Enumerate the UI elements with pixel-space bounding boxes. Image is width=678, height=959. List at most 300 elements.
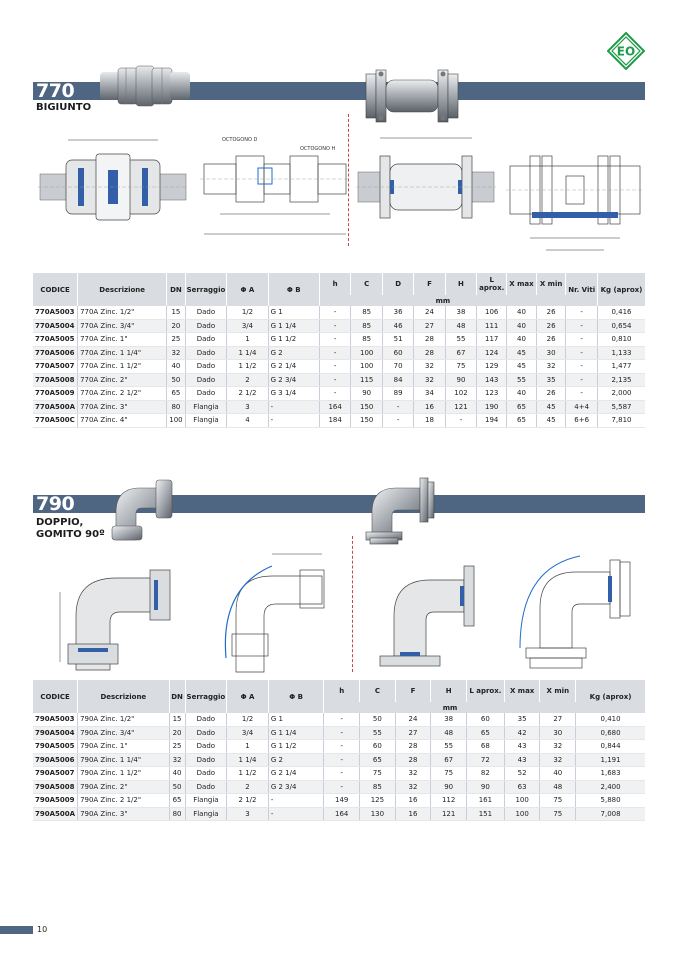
table-cell: 100 — [504, 794, 540, 808]
table-cell: 124 — [477, 346, 507, 360]
table-cell: - — [566, 346, 598, 360]
table-cell: 2,400 — [576, 780, 645, 794]
col-header: F — [414, 273, 445, 295]
elbow-photo — [106, 474, 178, 542]
table-cell: 32 — [167, 346, 185, 360]
unit-header: mm — [324, 702, 576, 713]
table-cell: 20 — [167, 319, 185, 333]
table-cell: 102 — [445, 387, 477, 401]
table-cell: 80 — [167, 400, 185, 414]
col-header: L aprox. — [477, 273, 507, 295]
table-cell: 50 — [360, 713, 396, 726]
col-header: DN — [167, 273, 185, 306]
col-header: h — [324, 680, 360, 702]
table-cell: 75 — [431, 767, 467, 781]
table-cell: 790A Zinc. 2 1/2" — [78, 794, 170, 808]
product-code: 790A5007 — [33, 767, 78, 781]
table-cell: 75 — [540, 794, 576, 808]
col-header: CODICE — [33, 680, 78, 713]
table-cell: - — [566, 319, 598, 333]
table-cell: G 1 1/2 — [268, 333, 319, 347]
table-row — [33, 400, 645, 414]
col-header: Φ A — [227, 680, 269, 713]
octagon-d-label: OCTOGONO D — [222, 137, 258, 143]
table-cell: 6+6 — [566, 414, 598, 428]
table-cell: 790A Zinc. 1" — [78, 740, 170, 754]
product-code: 770A500A — [33, 400, 78, 414]
col-header: X min — [540, 680, 576, 702]
bigiunto-flanged-photo — [360, 64, 464, 128]
table-cell: 60 — [466, 713, 504, 726]
svg-text:EO: EO — [616, 44, 636, 59]
table-cell: 27 — [540, 713, 576, 726]
table-cell: 30 — [536, 346, 566, 360]
table-cell: - — [566, 387, 598, 401]
table-cell: 4 — [227, 414, 268, 428]
table-cell: - — [268, 807, 324, 821]
product-code: 790A5004 — [33, 726, 78, 740]
table-cell: - — [382, 400, 413, 414]
table-cell: 28 — [395, 753, 431, 767]
table-cell: 115 — [351, 373, 383, 387]
table-cell: 40 — [540, 767, 576, 781]
table-cell: 112 — [431, 794, 467, 808]
page-number: 10 — [37, 925, 48, 934]
table-row — [33, 373, 645, 387]
table-cell: 20 — [169, 726, 185, 740]
table-cell: 35 — [536, 373, 566, 387]
table-cell: 55 — [431, 740, 467, 754]
table-row — [33, 319, 645, 333]
table-cell: 25 — [167, 333, 185, 347]
table-cell: 65 — [167, 387, 185, 401]
table-cell: 1 1/4 — [227, 753, 269, 767]
table-cell: 770A Zinc. 2 1/2" — [78, 387, 167, 401]
section-790-subtitle-line1: DOPPIO, — [36, 517, 84, 528]
table-cell: 0,680 — [576, 726, 645, 740]
table-cell: 32 — [414, 360, 445, 374]
table-cell: 121 — [431, 807, 467, 821]
table-cell: 164 — [324, 807, 360, 821]
table-cell: - — [319, 319, 351, 333]
table-cell: 67 — [445, 346, 477, 360]
table-cell: 7,810 — [597, 414, 645, 428]
table-cell: 164 — [319, 400, 351, 414]
table-cell: 15 — [167, 306, 185, 319]
bigiunto-flanged-section-drawing — [356, 130, 496, 242]
table-row — [33, 387, 645, 401]
product-code: 770A5005 — [33, 333, 78, 347]
table-cell: - — [319, 346, 351, 360]
table-cell: 24 — [395, 713, 431, 726]
table-cell: Dado — [185, 306, 227, 319]
table-cell: 67 — [431, 753, 467, 767]
table-cell: 0,810 — [597, 333, 645, 347]
table-cell: - — [268, 400, 319, 414]
table-cell: 90 — [431, 780, 467, 794]
table-cell: 5,587 — [597, 400, 645, 414]
table-cell: 770A Zinc. 1 1/2" — [78, 360, 167, 374]
elbow-flanged-section-drawing — [364, 556, 494, 672]
table-cell: 65 — [507, 414, 537, 428]
table-cell: 70 — [382, 360, 413, 374]
table-cell: Dado — [185, 767, 227, 781]
table-cell: Flangia — [185, 807, 227, 821]
table-cell: Dado — [185, 387, 227, 401]
table-cell: 1/2 — [227, 713, 269, 726]
table-cell: 65 — [360, 753, 396, 767]
table-cell: 48 — [445, 319, 477, 333]
table-770 — [33, 273, 645, 428]
table-cell: 184 — [319, 414, 351, 428]
table-790 — [33, 680, 645, 821]
table-cell: 65 — [169, 794, 185, 808]
table-cell: 0,654 — [597, 319, 645, 333]
table-cell: 100 — [351, 346, 383, 360]
table-cell: 2 — [227, 373, 268, 387]
elbow-flanged-line-drawing — [510, 548, 644, 674]
col-header: Serraggio — [185, 680, 227, 713]
table-cell: 190 — [477, 400, 507, 414]
table-cell: Dado — [185, 373, 227, 387]
table-cell: 16 — [414, 400, 445, 414]
table-row — [33, 360, 645, 374]
table-cell: 40 — [507, 319, 537, 333]
table-cell: 100 — [351, 360, 383, 374]
table-cell: 48 — [431, 726, 467, 740]
octagon-h-label: OCTOGONO H — [300, 146, 336, 152]
table-cell: 85 — [351, 333, 383, 347]
table-cell: 72 — [466, 753, 504, 767]
table-cell: 117 — [477, 333, 507, 347]
table-cell: - — [319, 333, 351, 347]
table-cell: 3/4 — [227, 726, 269, 740]
table-cell: G 1 1/4 — [268, 726, 324, 740]
product-code: 770A500C — [33, 414, 78, 428]
table-cell: 100 — [167, 414, 185, 428]
table-cell: 1,191 — [576, 753, 645, 767]
table-cell: G 2 3/4 — [268, 780, 324, 794]
table-cell: 4+4 — [566, 400, 598, 414]
col-header: H — [431, 680, 467, 702]
col-header: Kg (aprox) — [597, 273, 645, 306]
col-header: Φ B — [268, 273, 319, 306]
table-cell: 790A Zinc. 1 1/4" — [78, 753, 170, 767]
table-cell: 7,008 — [576, 807, 645, 821]
table-cell: 143 — [477, 373, 507, 387]
table-cell: 790A Zinc. 3" — [78, 807, 170, 821]
section-790-divider — [352, 536, 353, 672]
table-cell: 50 — [167, 373, 185, 387]
col-header: Descrizione — [78, 273, 167, 306]
table-cell: 1,477 — [597, 360, 645, 374]
table-cell: 121 — [445, 400, 477, 414]
table-cell: 82 — [466, 767, 504, 781]
table-row — [33, 807, 645, 821]
table-cell: 2 1/2 — [227, 387, 268, 401]
table-cell: G 1 1/4 — [268, 319, 319, 333]
table-cell: 85 — [360, 780, 396, 794]
col-header: L aprox. — [466, 680, 504, 702]
bigiunto-photo — [96, 62, 192, 108]
table-cell: 26 — [536, 306, 566, 319]
table-cell: 129 — [477, 360, 507, 374]
table-cell: Flangia — [185, 794, 227, 808]
section-790-subtitle-line2: GOMITO 90º — [36, 529, 105, 540]
table-cell: 38 — [445, 306, 477, 319]
col-header: h — [319, 273, 351, 295]
elbow-line-drawing — [212, 548, 342, 674]
product-code: 790A5005 — [33, 740, 78, 754]
table-cell: 106 — [477, 306, 507, 319]
elbow-flanged-photo — [362, 474, 438, 546]
table-cell: 770A Zinc. 3" — [78, 400, 167, 414]
table-cell: 790A Zinc. 3/4" — [78, 726, 170, 740]
bigiunto-flanged-line-drawing — [506, 146, 644, 260]
table-cell: 3/4 — [227, 319, 268, 333]
table-cell: 30 — [540, 726, 576, 740]
table-cell: 24 — [414, 306, 445, 319]
table-cell: 125 — [360, 794, 396, 808]
table-cell: Dado — [185, 780, 227, 794]
table-cell: 1,133 — [597, 346, 645, 360]
table-cell: 16 — [395, 807, 431, 821]
table-cell: 770A Zinc. 4" — [78, 414, 167, 428]
table-cell: 45 — [536, 414, 566, 428]
section-770-divider — [348, 114, 349, 246]
table-cell: 32 — [169, 753, 185, 767]
table-cell: 1 1/2 — [227, 767, 269, 781]
table-cell: 45 — [536, 400, 566, 414]
product-code: 770A5006 — [33, 346, 78, 360]
table-cell: 68 — [466, 740, 504, 754]
table-cell: 40 — [507, 333, 537, 347]
product-code: 770A5007 — [33, 360, 78, 374]
table-cell: 46 — [382, 319, 413, 333]
table-cell: G 2 1/4 — [268, 767, 324, 781]
table-cell: 26 — [536, 319, 566, 333]
col-header: C — [360, 680, 396, 702]
table-cell: 75 — [360, 767, 396, 781]
table-cell: 55 — [445, 333, 477, 347]
table-cell: 32 — [540, 740, 576, 754]
table-cell: 790A Zinc. 1/2" — [78, 713, 170, 726]
table-cell: 85 — [351, 306, 383, 319]
table-cell: G 3 1/4 — [268, 387, 319, 401]
table-cell: 111 — [477, 319, 507, 333]
table-cell: - — [566, 333, 598, 347]
table-cell: 18 — [414, 414, 445, 428]
col-header: C — [351, 273, 383, 295]
table-cell: 0,410 — [576, 713, 645, 726]
table-cell: 1 1/4 — [227, 346, 268, 360]
section-770-subtitle: BIGIUNTO — [36, 102, 92, 113]
table-cell: 790A Zinc. 2" — [78, 780, 170, 794]
table-row — [33, 414, 645, 428]
table-row — [33, 333, 645, 347]
col-header: Nr. Viti — [566, 273, 598, 306]
col-header: CODICE — [33, 273, 78, 306]
table-cell: 52 — [504, 767, 540, 781]
table-row — [33, 740, 645, 754]
table-cell: 28 — [395, 740, 431, 754]
table-cell: 63 — [504, 780, 540, 794]
table-cell: 45 — [507, 346, 537, 360]
table-cell: 2,000 — [597, 387, 645, 401]
table-cell: 51 — [382, 333, 413, 347]
col-header: X min — [536, 273, 566, 295]
table-cell: 150 — [351, 414, 383, 428]
table-cell: 40 — [167, 360, 185, 374]
table-cell: 2 1/2 — [227, 794, 269, 808]
table-cell: - — [324, 713, 360, 726]
table-cell: 1/2 — [227, 306, 268, 319]
table-row — [33, 346, 645, 360]
table-cell: - — [566, 373, 598, 387]
table-cell: - — [324, 740, 360, 754]
elbow-section-drawing — [40, 552, 190, 672]
section-770-number: 770 — [36, 80, 75, 102]
table-cell: 25 — [169, 740, 185, 754]
table-cell: - — [319, 387, 351, 401]
table-cell: Dado — [185, 740, 227, 754]
table-cell: G 2 1/4 — [268, 360, 319, 374]
table-cell: 770A Zinc. 1" — [78, 333, 167, 347]
table-cell: 38 — [431, 713, 467, 726]
table-cell: 26 — [536, 387, 566, 401]
col-header: Φ B — [268, 680, 324, 713]
col-header: Descrizione — [78, 680, 170, 713]
table-cell: 149 — [324, 794, 360, 808]
table-row — [33, 767, 645, 781]
page-footer-bar — [0, 926, 33, 934]
table-cell: 123 — [477, 387, 507, 401]
table-cell: G 2 — [268, 346, 319, 360]
table-cell: 27 — [414, 319, 445, 333]
table-cell: 770A Zinc. 1/2" — [78, 306, 167, 319]
table-cell: - — [324, 767, 360, 781]
table-cell: 65 — [466, 726, 504, 740]
table-cell: Dado — [185, 713, 227, 726]
table-cell: 50 — [169, 780, 185, 794]
table-cell: 161 — [466, 794, 504, 808]
table-cell: - — [319, 306, 351, 319]
col-header: X max — [504, 680, 540, 702]
product-code: 790A500A — [33, 807, 78, 821]
table-cell: 16 — [395, 794, 431, 808]
table-cell: 84 — [382, 373, 413, 387]
table-cell: 55 — [507, 373, 537, 387]
table-cell: 1 — [227, 740, 269, 754]
table-cell: 35 — [504, 713, 540, 726]
table-cell: 75 — [540, 807, 576, 821]
table-cell: 2 — [227, 780, 269, 794]
table-cell: Dado — [185, 360, 227, 374]
table-cell: Flangia — [185, 414, 227, 428]
table-cell: Dado — [185, 333, 227, 347]
table-cell: 60 — [382, 346, 413, 360]
table-row — [33, 306, 645, 319]
table-cell: 80 — [169, 807, 185, 821]
table-cell: 100 — [504, 807, 540, 821]
table-cell: - — [268, 414, 319, 428]
table-cell: 45 — [507, 360, 537, 374]
table-cell: 2,135 — [597, 373, 645, 387]
table-cell: 1 1/2 — [227, 360, 268, 374]
table-cell: 151 — [466, 807, 504, 821]
table-cell: 34 — [414, 387, 445, 401]
table-cell: 194 — [477, 414, 507, 428]
table-cell: 32 — [395, 767, 431, 781]
table-cell: - — [319, 360, 351, 374]
table-cell: G 1 — [268, 306, 319, 319]
table-cell: 5,880 — [576, 794, 645, 808]
table-cell: 89 — [382, 387, 413, 401]
table-cell: 85 — [351, 319, 383, 333]
col-header: F — [395, 680, 431, 702]
table-cell: 150 — [351, 400, 383, 414]
table-cell: 15 — [169, 713, 185, 726]
table-cell: - — [566, 306, 598, 319]
table-cell: G 1 — [268, 713, 324, 726]
table-cell: 32 — [536, 360, 566, 374]
table-cell: 60 — [360, 740, 396, 754]
table-cell: 42 — [504, 726, 540, 740]
table-cell: 43 — [504, 753, 540, 767]
product-code: 790A5003 — [33, 713, 78, 726]
eo-logo — [607, 32, 645, 70]
bigiunto-line-drawing — [200, 138, 350, 242]
table-cell: 48 — [540, 780, 576, 794]
table-cell: 40 — [507, 387, 537, 401]
table-cell: 3 — [227, 400, 268, 414]
product-code: 770A5003 — [33, 306, 78, 319]
table-cell: 32 — [540, 753, 576, 767]
table-cell: 65 — [507, 400, 537, 414]
table-cell: 75 — [445, 360, 477, 374]
table-row — [33, 780, 645, 794]
table-cell: 0,416 — [597, 306, 645, 319]
table-row — [33, 726, 645, 740]
table-cell: 770A Zinc. 1 1/4" — [78, 346, 167, 360]
table-cell: Dado — [185, 726, 227, 740]
col-header: Φ A — [227, 273, 268, 306]
table-cell: 1 — [227, 333, 268, 347]
table-cell: Dado — [185, 319, 227, 333]
col-header: D — [382, 273, 413, 295]
table-cell: 32 — [414, 373, 445, 387]
table-cell: 40 — [169, 767, 185, 781]
col-header: Serraggio — [185, 273, 227, 306]
table-cell: - — [382, 414, 413, 428]
col-header: Kg (aprox) — [576, 680, 645, 713]
table-cell: 130 — [360, 807, 396, 821]
table-cell: 1,683 — [576, 767, 645, 781]
table-cell: 36 — [382, 306, 413, 319]
col-header: H — [445, 273, 477, 295]
table-cell: 0,844 — [576, 740, 645, 754]
table-cell: Dado — [185, 753, 227, 767]
table-cell: - — [445, 414, 477, 428]
table-cell: G 1 1/2 — [268, 740, 324, 754]
table-cell: G 2 3/4 — [268, 373, 319, 387]
bigiunto-section-drawing — [38, 130, 188, 242]
table-cell: 790A Zinc. 1 1/2" — [78, 767, 170, 781]
table-cell: 28 — [414, 346, 445, 360]
table-cell: 43 — [504, 740, 540, 754]
table-cell: 90 — [466, 780, 504, 794]
table-cell: Flangia — [185, 400, 227, 414]
